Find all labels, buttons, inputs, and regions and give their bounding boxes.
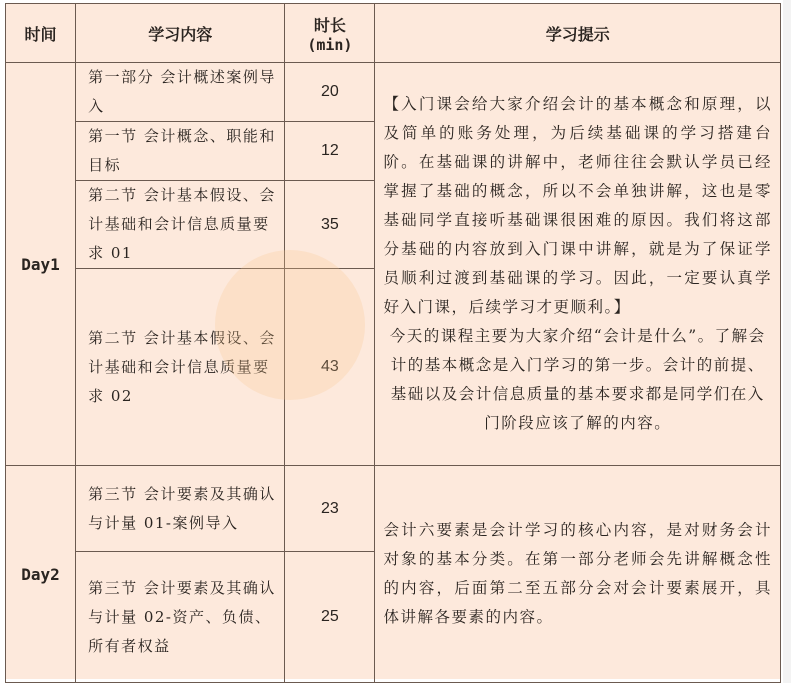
lesson-content: 第一部分 会计概述案例导入 — [76, 63, 285, 122]
header-duration — [285, 4, 375, 63]
lesson-duration: 35 — [285, 181, 375, 269]
table-row — [6, 466, 781, 552]
lesson-duration: 23 — [285, 466, 375, 552]
header-duration-line2: (min) — [307, 35, 353, 54]
study-tip-cell — [375, 466, 781, 683]
header-content: 学习内容 — [76, 4, 285, 63]
header-time: 时间 — [6, 4, 76, 63]
study-tip-cell — [375, 63, 781, 466]
lesson-content: 第三节 会计要素及其确认与计量 01-案例导入 — [76, 466, 285, 552]
table-row — [6, 63, 781, 122]
day-label: Day1 — [6, 63, 76, 466]
header-duration-line1: 时长 — [313, 15, 346, 35]
lesson-duration: 25 — [285, 552, 375, 683]
lesson-duration: 20 — [285, 63, 375, 122]
table-header-row — [6, 4, 781, 63]
lesson-content: 第二节 会计基本假设、会计基础和会计信息质量要求 01 — [76, 181, 285, 269]
lesson-content: 第三节 会计要素及其确认与计量 02-资产、负债、所有者权益 — [76, 552, 285, 683]
lesson-content: 第一节 会计概念、职能和目标 — [76, 122, 285, 181]
day-label: Day2 — [6, 466, 76, 683]
schedule-table-container — [5, 3, 781, 679]
study-tip-main: 今天的课程主要为大家介绍“会计是什么”。了解会计的基本概念是入门学习的第一步。会计的前提、基础以及会计信息质量的基本要求都是同学们在入门阶段应该了解的内容。 — [389, 327, 766, 432]
study-schedule-table — [5, 3, 781, 683]
header-tips: 学习提示 — [375, 4, 781, 63]
lesson-content: 第二节 会计基本假设、会计基础和会计信息质量要求 02 — [76, 269, 285, 466]
lesson-duration: 43 — [285, 269, 375, 466]
lesson-duration: 12 — [285, 122, 375, 181]
study-tip-main: 会计六要素是会计学习的核心内容，是对财务会计对象的基本分类。在第一部分老师会先讲解概念性的内容，后面第二至五部分会对会计要素展开，具体讲解各要素的内容。 — [383, 521, 772, 626]
study-tip-intro: 【入门课会给大家介绍会计的基本概念和原理，以及简单的账务处理，为后续基础课的学习搭建台阶。在基础课的讲解中，老师往往会默认学员已经掌握了基础的概念，所以不会单独讲解，这也是零基础同学直接听基础课很困难的原因。我们将这部分基础的内容放到入门课中讲解，就是为了保证学员顺利过渡到基础课的学习。因此，一定要认真学好入门课，后续学习才更顺利。】 — [383, 95, 772, 316]
page-scrollbar[interactable] — [783, 0, 791, 683]
